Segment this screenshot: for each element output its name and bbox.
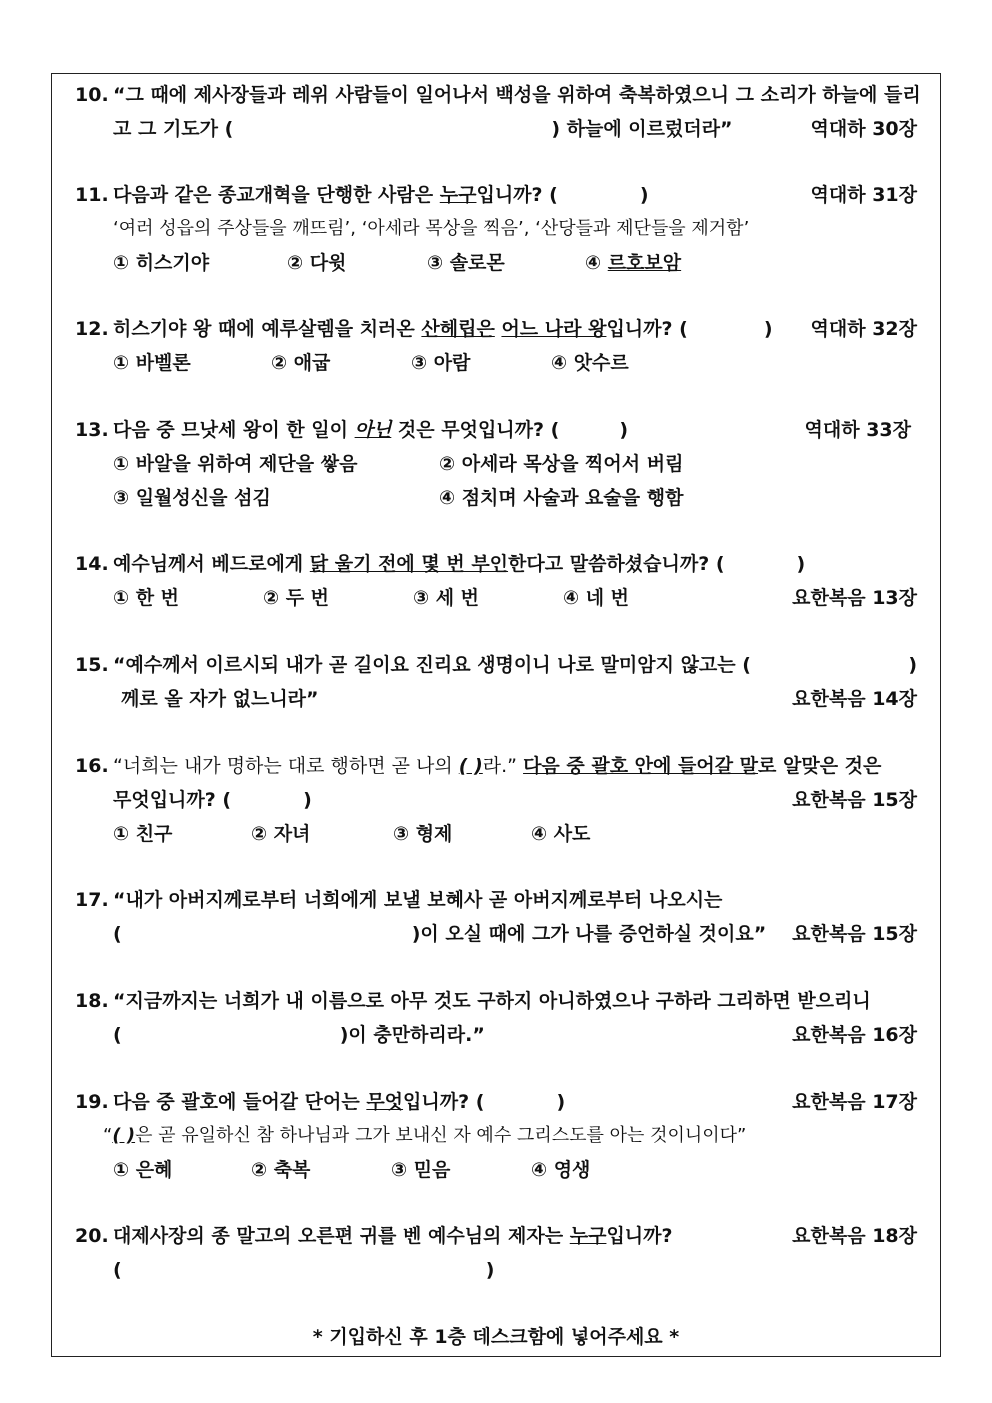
question-13 — [75, 413, 917, 515]
option-3[interactable]: ③ 솔로몬 — [427, 252, 505, 274]
options-row — [75, 246, 917, 280]
scripture-reference: 역대하 30장 — [810, 118, 917, 140]
question-20 — [75, 1219, 917, 1287]
question-12 — [75, 312, 917, 380]
question-19 — [75, 1085, 917, 1187]
question-emphasis: 누구 — [439, 184, 477, 206]
options-row — [75, 481, 917, 515]
question-text: 다음 중 괄호에 들어갈 단어는 — [113, 1091, 367, 1113]
option-2[interactable]: ② 자녀 — [251, 823, 311, 845]
options-row — [75, 817, 917, 851]
question-emphasis: 아닌 — [354, 419, 392, 441]
scripture-reference: 요한복음 16장 — [792, 1024, 917, 1046]
paren-close: ) — [796, 553, 806, 575]
option-3[interactable]: ③ 일월성신을 섬김 — [113, 487, 271, 509]
option-1[interactable]: ① 바알을 위하여 제단을 쌓음 — [113, 453, 358, 475]
options-row — [75, 346, 917, 380]
paren-close: ) — [485, 1259, 495, 1281]
footer-instruction: * 기입하신 후 1층 데스크함에 넣어주세요 * — [312, 1326, 680, 1348]
question-15 — [75, 648, 917, 716]
options-row — [75, 447, 917, 481]
question-text-end: 입니까? ( — [476, 184, 558, 206]
question-text: “예수께서 이르시되 내가 곧 길이요 진리요 생명이니 나로 말미암지 않고는 ( — [113, 654, 751, 676]
question-emphasis: 닭 울기 전에 몇 번 부인 — [309, 553, 509, 575]
question-text-end: 입니까? — [606, 1225, 673, 1247]
option-4[interactable]: ④ 사도 — [531, 823, 591, 845]
question-17 — [75, 883, 917, 951]
quote-blank: ( ) — [112, 1125, 136, 1146]
option-4[interactable]: ④ 앗수르 — [551, 352, 629, 374]
question-text-end: 입니까? ( — [606, 318, 688, 340]
question-emphasis: 누구 — [569, 1225, 607, 1247]
question-text-end: 한다고 말씀하셨습니까? ( — [508, 553, 725, 575]
question-text: “지금까지는 너희가 내 이름으로 아무 것도 구하지 아니하였으나 구하라 그리하면 받으리니 — [113, 990, 871, 1012]
scripture-reference: 역대하 31장 — [810, 184, 917, 206]
option-2[interactable]: ② 축복 — [251, 1159, 311, 1181]
option-2[interactable]: ② 두 번 — [263, 587, 330, 609]
question-number: 10. — [75, 84, 109, 106]
question-text-end: 로 알맞은 것은 — [758, 755, 882, 777]
option-1[interactable]: ① 히스기야 — [113, 252, 210, 274]
question-11 — [75, 178, 917, 280]
paren-close: ) — [556, 1091, 566, 1113]
option-2[interactable]: ② 아세라 목상을 찍어서 버림 — [439, 453, 684, 475]
question-text-end: 입니까? ( — [403, 1091, 485, 1113]
question-number: 15. — [75, 654, 109, 676]
question-text-cont: )이 오실 때에 그가 나를 증언하실 것이요” — [411, 923, 767, 945]
scripture-reference: 요한복음 13장 — [792, 587, 917, 609]
question-emphasis: 무엇 — [366, 1091, 404, 1113]
scripture-reference: 역대하 33장 — [804, 419, 911, 441]
question-emphasis: 다음 중 괄호 안에 들어갈 말 — [523, 755, 759, 777]
question-text-end: ) 하늘에 이르렀더라” — [551, 118, 733, 140]
scripture-reference: 요한복음 14장 — [792, 688, 917, 710]
paren-open: ( — [113, 923, 122, 945]
question-text: “그 때에 제사장들과 레위 사람들이 일어나서 백성을 위하여 축복하였으니 그 소리가 하늘에 들리 — [113, 84, 921, 106]
option-2[interactable]: ② 다윗 — [287, 252, 347, 274]
scripture-reference: 요한복음 15장 — [792, 923, 917, 945]
question-18 — [75, 984, 917, 1052]
scripture-reference: 요한복음 17장 — [792, 1091, 917, 1113]
paren-close: ) — [303, 789, 312, 811]
question-text-cont: 고 그 기도가 ( — [113, 118, 234, 140]
option-1[interactable]: ① 은혜 — [113, 1159, 173, 1181]
options-row — [75, 581, 917, 615]
question-quote: ‘여러 성읍의 주상들을 깨뜨림’, ‘아세라 목상을 찍음’, ‘산당들과 제단들을 제거함’ — [113, 218, 750, 239]
question-text: 히스기야 왕 때에 예루살렘을 치러온 — [113, 318, 422, 340]
option-4[interactable]: ④ 르호보암 — [585, 252, 682, 274]
question-number: 20. — [75, 1225, 109, 1247]
question-text-cont: )이 충만하리라.” — [339, 1024, 485, 1046]
option-3[interactable]: ③ 세 번 — [413, 587, 480, 609]
option-3[interactable]: ③ 형제 — [393, 823, 453, 845]
paren-open: ( — [113, 1259, 122, 1281]
paren-close: ) — [763, 318, 773, 340]
question-number: 16. — [75, 755, 109, 777]
question-quote: “너희는 내가 명하는 대로 행하면 곧 나의 — [113, 755, 459, 777]
question-quote-end: 라.” — [482, 755, 524, 777]
question-number: 18. — [75, 990, 109, 1012]
option-4[interactable]: ④ 영생 — [531, 1159, 591, 1181]
question-text: 예수님께서 베드로에게 — [113, 553, 310, 575]
question-number: 19. — [75, 1091, 109, 1113]
question-text-cont: 무엇입니까? ( — [113, 789, 232, 811]
question-emphasis: 어느 나라 왕 — [501, 318, 607, 340]
question-text-cont: 께로 올 자가 없느니라” — [121, 688, 319, 710]
question-number: 17. — [75, 889, 109, 911]
question-14 — [75, 547, 917, 615]
question-number: 14. — [75, 553, 109, 575]
scripture-reference: 요한복음 15장 — [792, 789, 917, 811]
question-text: 다음 중 므낫세 왕이 한 일이 — [113, 419, 355, 441]
option-3[interactable]: ③ 믿음 — [391, 1159, 451, 1181]
scripture-reference: 요한복음 18장 — [792, 1225, 917, 1247]
options-row — [75, 1153, 917, 1187]
option-1[interactable]: ① 한 번 — [113, 587, 180, 609]
question-16 — [75, 749, 917, 851]
option-4[interactable]: ④ 네 번 — [563, 587, 630, 609]
scripture-reference: 역대하 32장 — [810, 318, 917, 340]
question-number: 13. — [75, 419, 109, 441]
question-number: 11. — [75, 184, 109, 206]
paren-close: ) — [619, 419, 629, 441]
paren-open: ( — [113, 1024, 122, 1046]
question-10 — [75, 78, 921, 146]
question-text: “내가 아버지께로부터 너희에게 보낼 보혜사 곧 아버지께로부터 나오시는 — [113, 889, 723, 911]
question-emphasis: 산헤립은 — [421, 318, 495, 340]
paren-close: ) — [639, 184, 649, 206]
option-4[interactable]: ④ 점치며 사술과 요술을 행함 — [439, 487, 684, 509]
option-1[interactable]: ① 친구 — [113, 823, 173, 845]
question-text-end: 것은 무엇입니까? ( — [391, 419, 560, 441]
question-text: 대제사장의 종 말고의 오른편 귀를 벤 예수님의 제자는 — [113, 1225, 570, 1247]
question-quote: 은 곧 유일하신 참 하나님과 그가 보내신 자 예수 그리스도를 아는 것이니이다” — [135, 1125, 747, 1146]
option-1[interactable]: ① 바벨론 — [113, 352, 191, 374]
paren-close: ) — [908, 654, 917, 676]
question-number: 12. — [75, 318, 109, 340]
option-3[interactable]: ③ 아람 — [411, 352, 471, 374]
quote-open: “ — [103, 1125, 113, 1146]
question-text: 다음과 같은 종교개혁을 단행한 사람은 — [113, 184, 440, 206]
quote-blank: ( ) — [458, 755, 483, 777]
option-2[interactable]: ② 애굽 — [271, 352, 331, 374]
